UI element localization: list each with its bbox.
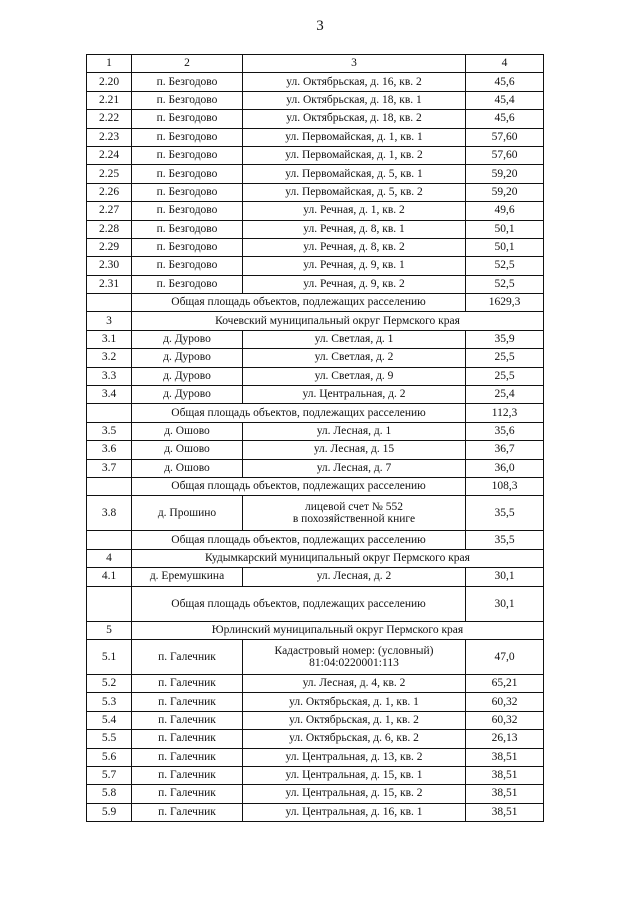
- total-label: Общая площадь объектов, подлежащих расселению: [132, 477, 466, 495]
- area-value: 36,0: [466, 459, 544, 477]
- table-row: [87, 165, 544, 183]
- total-area-value: 1629,3: [466, 294, 544, 312]
- total-empty-cell: [87, 531, 132, 549]
- table-row: [87, 275, 544, 293]
- area-value: 25,5: [466, 349, 544, 367]
- total-label: Общая площадь объектов, подлежащих расселению: [132, 586, 466, 621]
- table-row: [87, 202, 544, 220]
- settlement-name: д. Еремушкина: [132, 568, 243, 586]
- table-row: [87, 711, 544, 729]
- address-line: ул. Центральная, д. 15, кв. 1: [285, 769, 423, 782]
- area-value: 60,32: [466, 693, 544, 711]
- area-value: 25,5: [466, 367, 544, 385]
- row-number: 2.25: [87, 165, 132, 183]
- area-value: 59,20: [466, 165, 544, 183]
- address-line: ул. Первомайская, д. 1, кв. 1: [285, 130, 423, 143]
- table-row: [87, 803, 544, 821]
- total-label: Общая площадь объектов, подлежащих расселению: [132, 404, 466, 422]
- section-title: Кочевский муниципальный округ Пермского края: [132, 312, 544, 330]
- header-cell-3: 3: [243, 55, 466, 73]
- table-row: [87, 730, 544, 748]
- row-number: 2.21: [87, 91, 132, 109]
- table-row: [87, 183, 544, 201]
- total-empty-cell: [87, 477, 132, 495]
- total-row: [87, 404, 544, 422]
- section-title: Юрлинский муниципальный округ Пермского края: [132, 621, 544, 639]
- address-cell: [243, 146, 466, 164]
- area-value: 49,6: [466, 202, 544, 220]
- address-cell: [243, 639, 466, 674]
- address-cell: [243, 496, 466, 531]
- row-number: 2.31: [87, 275, 132, 293]
- settlement-name: п. Безгодово: [132, 202, 243, 220]
- table-row: [87, 238, 544, 256]
- address-line: ул. Светлая, д. 1: [314, 333, 394, 346]
- area-value: 50,1: [466, 220, 544, 238]
- table-row: [87, 110, 544, 128]
- row-number: 5.4: [87, 711, 132, 729]
- address-line: ул. Светлая, д. 2: [314, 351, 394, 364]
- section-row: [87, 312, 544, 330]
- area-value: 30,1: [466, 568, 544, 586]
- section-number: 5: [87, 621, 132, 639]
- address-cell: [243, 766, 466, 784]
- address-cell: [243, 785, 466, 803]
- address-cell: [243, 693, 466, 711]
- settlement-name: п. Безгодово: [132, 275, 243, 293]
- area-value: 45,6: [466, 110, 544, 128]
- address-line: ул. Речная, д. 8, кв. 2: [303, 241, 405, 254]
- settlement-name: п. Галечник: [132, 674, 243, 692]
- address-line: ул. Речная, д. 8, кв. 1: [303, 222, 405, 235]
- settlement-name: п. Безгодово: [132, 183, 243, 201]
- area-value: 25,4: [466, 386, 544, 404]
- address-cell: [243, 238, 466, 256]
- table-row: [87, 766, 544, 784]
- table-row: [87, 73, 544, 91]
- row-number: 2.22: [87, 110, 132, 128]
- area-value: 38,51: [466, 748, 544, 766]
- settlement-name: д. Дурово: [132, 386, 243, 404]
- settlement-name: п. Безгодово: [132, 146, 243, 164]
- row-number: 2.26: [87, 183, 132, 201]
- address-line: ул. Октябрьская, д. 6, кв. 2: [289, 732, 419, 745]
- table-row: [87, 693, 544, 711]
- table-row: [87, 639, 544, 674]
- address-line: ул. Центральная, д. 16, кв. 1: [285, 805, 423, 818]
- settlement-name: п. Безгодово: [132, 128, 243, 146]
- area-value: 36,7: [466, 441, 544, 459]
- settlement-name: п. Безгодово: [132, 91, 243, 109]
- table-row: [87, 422, 544, 440]
- row-number: 2.27: [87, 202, 132, 220]
- table-body: [87, 55, 544, 822]
- address-cell: [243, 349, 466, 367]
- header-cell-2: 2: [132, 55, 243, 73]
- address-cell: [243, 128, 466, 146]
- total-empty-cell: [87, 404, 132, 422]
- settlement-name: д. Дурово: [132, 349, 243, 367]
- settlement-name: п. Галечник: [132, 639, 243, 674]
- section-number: 3: [87, 312, 132, 330]
- address-line: ул. Речная, д. 9, кв. 1: [303, 259, 405, 272]
- address-line: ул. Лесная, д. 1: [316, 425, 392, 437]
- address-line: ул. Лесная, д. 4, кв. 2: [302, 677, 406, 690]
- address-line: ул. Октябрьская, д. 1, кв. 2: [289, 713, 419, 726]
- address-cell: [243, 748, 466, 766]
- table-row: [87, 496, 544, 531]
- address-line: ул. Лесная, д. 7: [316, 461, 392, 474]
- address-line: в похозяйственной книге: [292, 513, 416, 526]
- settlement-name: д. Ошово: [132, 422, 243, 440]
- table-row: [87, 459, 544, 477]
- address-cell: [243, 367, 466, 385]
- table-row: [87, 128, 544, 146]
- row-number: 5.5: [87, 730, 132, 748]
- area-value: 26,13: [466, 730, 544, 748]
- settlement-name: п. Галечник: [132, 711, 243, 729]
- address-cell: [243, 330, 466, 348]
- area-value: 65,21: [466, 674, 544, 692]
- total-area-value: 30,1: [466, 586, 544, 621]
- address-line: ул. Первомайская, д. 5, кв. 1: [285, 167, 423, 180]
- address-cell: [243, 183, 466, 201]
- area-value: 47,0: [466, 639, 544, 674]
- total-area-value: 35,5: [466, 531, 544, 549]
- address-line: ул. Лесная, д. 15: [313, 443, 395, 456]
- table-header-row: [87, 55, 544, 73]
- address-cell: [243, 674, 466, 692]
- address-cell: [243, 459, 466, 477]
- table-row: [87, 257, 544, 275]
- total-area-value: 112,3: [466, 404, 544, 422]
- row-number: 2.24: [87, 146, 132, 164]
- address-cell: [243, 220, 466, 238]
- address-line: лицевой счет № 552: [304, 501, 404, 514]
- area-value: 52,5: [466, 257, 544, 275]
- total-row: [87, 477, 544, 495]
- settlement-name: п. Безгодово: [132, 110, 243, 128]
- address-cell: [243, 257, 466, 275]
- row-number: 2.28: [87, 220, 132, 238]
- row-number: 5.6: [87, 748, 132, 766]
- address-cell: [243, 202, 466, 220]
- row-number: 5.2: [87, 674, 132, 692]
- address-cell: [243, 803, 466, 821]
- row-number: 5.7: [87, 766, 132, 784]
- table-row: [87, 220, 544, 238]
- settlement-name: п. Галечник: [132, 785, 243, 803]
- address-cell: [243, 386, 466, 404]
- address-line: ул. Первомайская, д. 5, кв. 2: [285, 185, 423, 198]
- row-number: 2.30: [87, 257, 132, 275]
- settlement-name: д. Прошино: [132, 496, 243, 531]
- total-row: [87, 531, 544, 549]
- settlement-name: д. Ошово: [132, 459, 243, 477]
- row-number: 5.8: [87, 785, 132, 803]
- row-number: 3.4: [87, 386, 132, 404]
- table-row: [87, 568, 544, 586]
- area-value: 52,5: [466, 275, 544, 293]
- address-cell: [243, 73, 466, 91]
- total-empty-cell: [87, 294, 132, 312]
- settlement-name: п. Галечник: [132, 766, 243, 784]
- area-value: 45,6: [466, 73, 544, 91]
- row-number: 3.7: [87, 459, 132, 477]
- settlement-name: п. Безгодово: [132, 257, 243, 275]
- row-number: 5.9: [87, 803, 132, 821]
- section-row: [87, 621, 544, 639]
- area-value: 35,6: [466, 422, 544, 440]
- row-number: 2.29: [87, 238, 132, 256]
- section-title: Кудымкарский муниципальный округ Пермского края: [132, 549, 544, 567]
- address-cell: [243, 91, 466, 109]
- total-label: Общая площадь объектов, подлежащих расселению: [132, 531, 466, 549]
- table-row: [87, 330, 544, 348]
- total-empty-cell: [87, 586, 132, 621]
- settlement-name: д. Ошово: [132, 441, 243, 459]
- total-row: [87, 586, 544, 621]
- address-line: ул. Октябрьская, д. 18, кв. 2: [286, 112, 422, 125]
- settlement-name: п. Безгодово: [132, 165, 243, 183]
- settlement-name: п. Безгодово: [132, 238, 243, 256]
- area-value: 57,60: [466, 128, 544, 146]
- table-row: [87, 785, 544, 803]
- address-line: Кадастровый номер: (условный): [274, 644, 434, 657]
- total-area-value: 108,3: [466, 477, 544, 495]
- row-number: 4.1: [87, 568, 132, 586]
- address-cell: [243, 730, 466, 748]
- table-row: [87, 674, 544, 692]
- area-value: 38,51: [466, 803, 544, 821]
- address-cell: [243, 275, 466, 293]
- address-line: ул. Светлая, д. 9: [314, 369, 394, 382]
- area-value: 60,32: [466, 711, 544, 729]
- table-row: [87, 91, 544, 109]
- address-cell: [243, 165, 466, 183]
- address-line: 81:04:0220001:113: [309, 656, 399, 669]
- settlement-name: п. Безгодово: [132, 220, 243, 238]
- row-number: 3.1: [87, 330, 132, 348]
- address-line: ул. Лесная, д. 2: [316, 570, 392, 583]
- settlement-name: п. Галечник: [132, 748, 243, 766]
- table-row: [87, 748, 544, 766]
- address-cell: [243, 568, 466, 586]
- address-line: ул. Центральная, д. 15, кв. 2: [285, 787, 423, 800]
- area-value: 59,20: [466, 183, 544, 201]
- row-number: 3.2: [87, 349, 132, 367]
- settlement-name: п. Галечник: [132, 730, 243, 748]
- row-number: 2.23: [87, 128, 132, 146]
- area-value: 38,51: [466, 785, 544, 803]
- area-value: 57,60: [466, 146, 544, 164]
- address-line: ул. Октябрьская, д. 16, кв. 2: [286, 75, 422, 88]
- header-cell-4: 4: [466, 55, 544, 73]
- settlement-name: п. Галечник: [132, 803, 243, 821]
- page-number: 3: [316, 18, 324, 34]
- settlement-name: п. Галечник: [132, 693, 243, 711]
- row-number: 3.6: [87, 441, 132, 459]
- address-cell: [243, 441, 466, 459]
- row-number: 3.5: [87, 422, 132, 440]
- area-value: 38,51: [466, 766, 544, 784]
- table-row: [87, 349, 544, 367]
- settlement-name: д. Дурово: [132, 330, 243, 348]
- address-line: ул. Центральная, д. 13, кв. 2: [285, 750, 423, 763]
- settlement-name: д. Дурово: [132, 367, 243, 385]
- table-row: [87, 386, 544, 404]
- row-number: 2.20: [87, 73, 132, 91]
- area-value: 45,4: [466, 91, 544, 109]
- row-number: 5.3: [87, 693, 132, 711]
- address-line: ул. Речная, д. 1, кв. 2: [303, 204, 405, 217]
- address-line: ул. Октябрьская, д. 1, кв. 1: [289, 695, 419, 708]
- address-cell: [243, 422, 466, 440]
- address-line: ул. Октябрьская, д. 18, кв. 1: [286, 93, 422, 106]
- address-line: ул. Центральная, д. 2: [302, 388, 406, 401]
- section-row: [87, 549, 544, 567]
- table-row: [87, 367, 544, 385]
- address-line: ул. Первомайская, д. 1, кв. 2: [285, 149, 423, 162]
- resettlement-table: [86, 54, 544, 822]
- address-line: ул. Речная, д. 9, кв. 2: [303, 277, 405, 290]
- table-row: [87, 441, 544, 459]
- address-cell: [243, 110, 466, 128]
- row-number: 5.1: [87, 639, 132, 674]
- settlement-name: п. Безгодово: [132, 73, 243, 91]
- area-value: 50,1: [466, 238, 544, 256]
- area-value: 35,5: [466, 496, 544, 531]
- total-row: [87, 294, 544, 312]
- address-cell: [243, 711, 466, 729]
- table-row: [87, 146, 544, 164]
- header-cell-1: 1: [87, 55, 132, 73]
- area-value: 35,9: [466, 330, 544, 348]
- row-number: 3.8: [87, 496, 132, 531]
- section-number: 4: [87, 549, 132, 567]
- row-number: 3.3: [87, 367, 132, 385]
- total-label: Общая площадь объектов, подлежащих расселению: [132, 294, 466, 312]
